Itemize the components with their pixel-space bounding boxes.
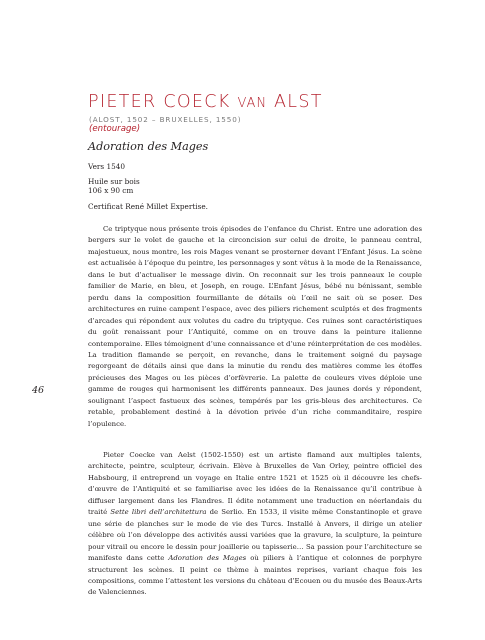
biography-text-2: de Serlio. En 1533, il visite même Constantinople et grave une série de planches sur le mode de vie des Turcs. Installé à Anvers, il dirige un atelier célèbre où l’on développe des activités aussi variées que la gravure, la sculpture, la peinture pour vitrail ou encore le dessin pour joaillerie ou tapisserie… Sa passion pour l’architecture se manifeste dans cette [88, 508, 422, 563]
page-number: 46 [32, 385, 45, 396]
biography-text-1: Pieter Coecke van Aelst (1502-1550) est un artiste flamand aux multiples talents, architecte, peintre, sculpteur, écrivain. Elève à Bruxelles de Van Orley, peintre officiel des Habsbourg, il entreprend un voyage en Italie entre 1521 et 1525 où il découvre les chefs-d’œuvre de l’Antiquité et se familiarise avec les idées de la Renaissance qu’il contribue à diffuser largement dans les Flandres. Il édite notamment une traduction en néerlandais du traité [88, 451, 422, 517]
work-dimensions: 106 x 90 cm [88, 186, 134, 195]
artist-name-last: ALST [267, 92, 323, 112]
work-title: Adoration des Mages [88, 140, 209, 153]
work-certificate: Certificat René Millet Expertise. [88, 202, 208, 211]
artist-dates: (ALOST, 1502 – BRUXELLES, 1550) [89, 115, 242, 124]
painting-title-reference: Adoration des Mages [168, 554, 247, 563]
work-medium: Huile sur bois [88, 177, 140, 186]
description-paragraph: Ce triptyque nous présente trois épisodes de l’enfance du Christ. Entre une adoration des bergers sur le volet de gauche et la circoncision sur celui de droite, le panneau central, majestueux, nous montre, les rois Mages venant se prosterner devant l’Enfant Jésus. La scène est actualisée à l’époque du peintre, les personnages y sont vêtus à la mode de la Renaissance, dans le but d’actualiser le message divin. On reconnait sur les trois panneaux le couple familier de Marie, en bleu, et Joseph, en rouge. L’Enfant Jésus, bébé nu bénissant, semble perdu dans la composition fourmillante de détails où l’œil ne sait où se poser. Des architectures en ruine campent l’espace, avec des piliers richement sculptés et des fragments d’arcades qui répondent aux volutes du cadre du triptyque. Ces ruines sont caractéristiques du goût renaissant pour l’Antiquité, comme on en trouve dans la peinture italienne contemporaine. Elles témoignent d’une connaissance et d’une réinterprétation de ces modèles. La tradition flamande se perçoit, en revanche, dans le traitement soigné du paysage regorgeant de détails ainsi que dans la minutie du rendu des matières comme les étoffes précieuses des Mages ou les pièces d’orfèvrerie. La palette de couleurs vives déploie une gamme de rouges qui harmonisent les différents panneaux. Des jaunes dorés y répondent, soulignant l’aspect fastueux des scènes, tempérés par les gris-bleus des architectures. Ce retable, probablement destiné à la dévotion privée d’un riche commanditaire, respire l’opulence. [88, 225, 422, 428]
biography-paragraph [88, 450, 422, 599]
artist-name-particle: VAN [237, 96, 268, 111]
work-date: Vers 1540 [88, 162, 126, 171]
artist-name [88, 92, 323, 112]
attribution-note: (entourage) [89, 124, 141, 134]
treatise-title: Sette libri dell’architettura [110, 508, 207, 517]
biography-text-3: où piliers à l’antique et colonnes de porphyre structurent les scènes. Il peint ce thème à maintes reprises, variant chaque fois les compositions, comme l’attestent les versions du château d’Ecouen ou du musée des Beaux-Arts de Valenciennes. [88, 554, 422, 597]
artist-name-first: PIETER COECK [88, 92, 238, 112]
